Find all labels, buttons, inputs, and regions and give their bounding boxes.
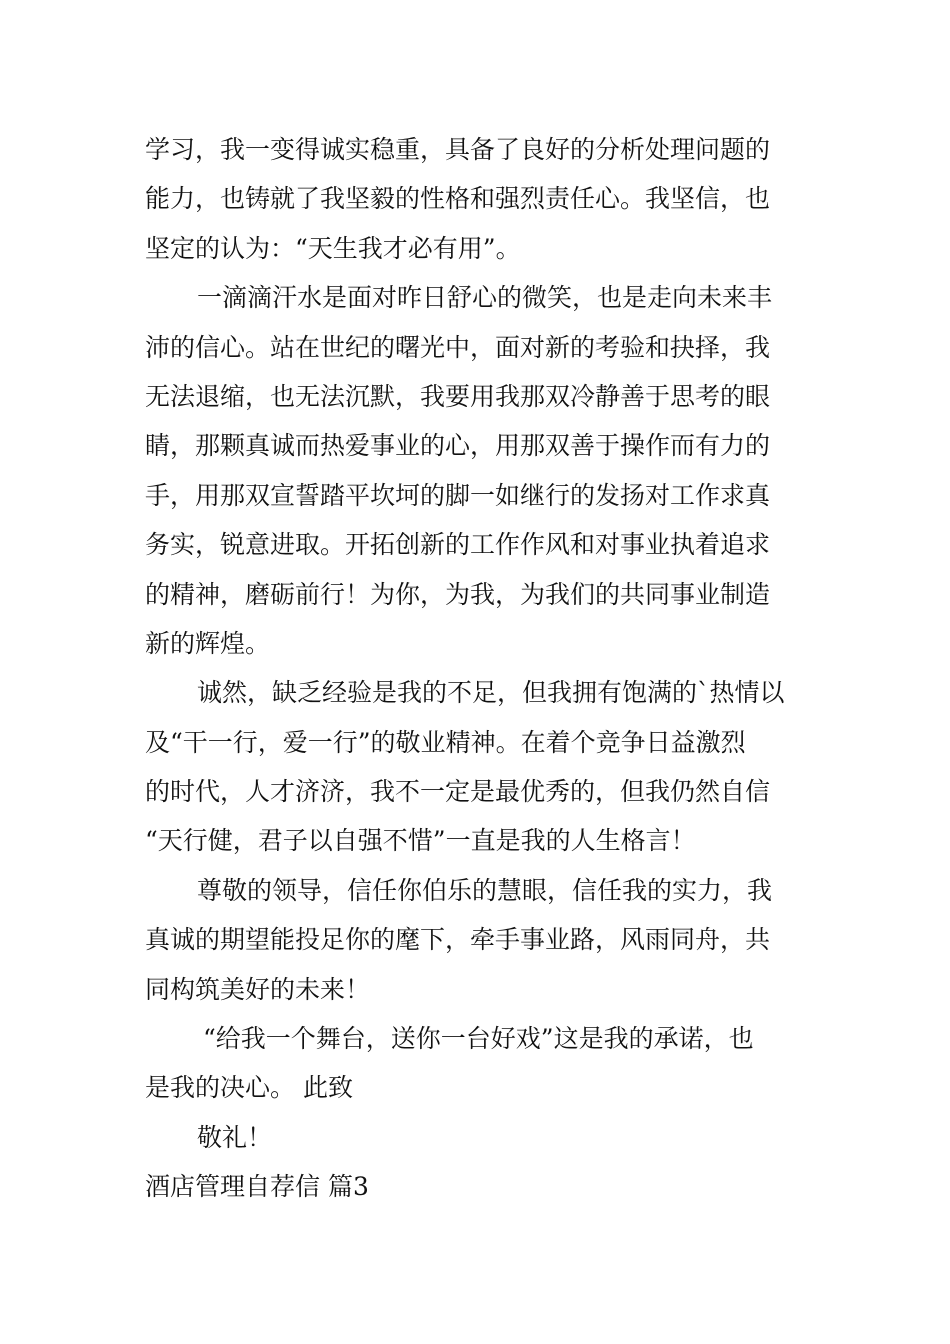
text-line: 的时代，人才济济，我不一定是最优秀的，但我仍然自信	[145, 777, 771, 807]
text-line: 真诚的期望能投足你的麾下，牵手事业路，风雨同舟，共	[145, 925, 771, 955]
salutation-line: 敬礼！	[197, 1122, 273, 1152]
text-line: 无法退缩，也无法沉默，我要用我那双冷静善于思考的眼	[145, 381, 771, 411]
text-line: 沛的信心。站在世纪的曙光中，面对新的考验和抉择，我	[145, 332, 771, 362]
text-line: 手，用那双宣誓踏平坎坷的脚一如继行的发扬对工作求真	[145, 480, 771, 510]
paragraph-start-line: 尊敬的领导，信任你伯乐的慧眼，信任我的实力，我	[197, 875, 773, 905]
text-line: “天行健，君子以自强不惜”一直是我的人生格言！	[145, 826, 696, 856]
text-line: 睛，那颗真诚而热爱事业的心，用那双善于操作而有力的	[145, 431, 771, 461]
text-line: 的精神，磨砺前行！为你，为我，为我们的共同事业制造	[145, 579, 771, 609]
text-line: 新的辉煌。	[145, 628, 271, 658]
paragraph-start-line: “给我一个舞台，送你一台好戏”这是我的承诺，也	[203, 1024, 754, 1054]
paragraph-start-line: 一滴滴汗水是面对昨日舒心的微笑，也是走向未来丰	[197, 283, 773, 313]
text-line: 是我的决心。 此致	[145, 1073, 353, 1103]
document-body	[145, 125, 815, 1212]
text-line: 能力，也铸就了我坚毅的性格和强烈责任心。我坚信，也	[145, 184, 771, 214]
text-line: 同构筑美好的未来！	[145, 974, 371, 1004]
text-line: 及“干一行，爱一行”的敬业精神。在着个竞争日益激烈	[145, 727, 746, 757]
text-line: 务实，锐意进取。开拓创新的工作作风和对事业执着追求	[145, 530, 771, 560]
text-line: 学习，我一变得诚实稳重，具备了良好的分析处理问题的	[145, 135, 771, 164]
text-line: 坚定的认为：“天生我才必有用”。	[145, 233, 521, 263]
section-heading: 酒店管理自荐信 篇3	[145, 1172, 369, 1202]
paragraph-start-line: 诚然，缺乏经验是我的不足，但我拥有饱满的`热情以	[197, 678, 785, 708]
